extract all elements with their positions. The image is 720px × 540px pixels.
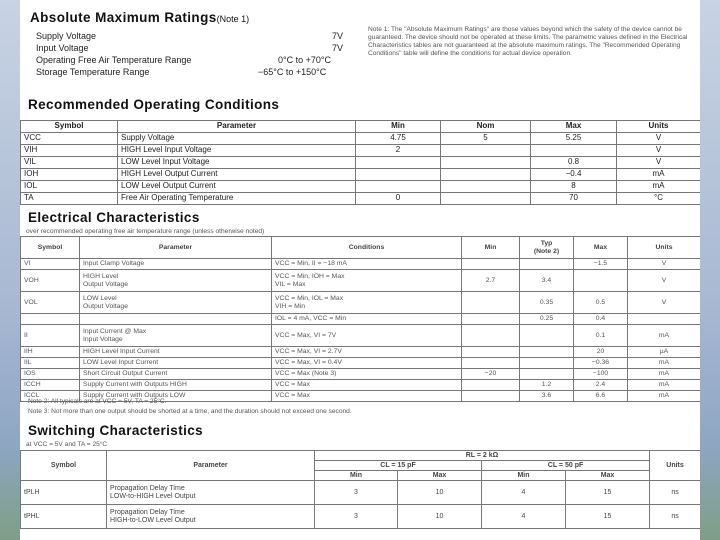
cell-param: LOW Level Input Current bbox=[80, 358, 272, 369]
col-header: Max bbox=[531, 121, 617, 133]
cell-param: LOW Level Output Current bbox=[118, 181, 356, 193]
table-row bbox=[21, 259, 701, 270]
cell-max: 10 bbox=[398, 481, 482, 505]
param-line: Output Voltage bbox=[83, 302, 128, 310]
typ-note: (Note 2) bbox=[533, 247, 560, 255]
cell-units: ns bbox=[650, 481, 700, 505]
cell-symbol: IOL bbox=[21, 181, 118, 193]
switching-table bbox=[20, 450, 700, 529]
cell-min bbox=[462, 347, 520, 358]
table-row bbox=[21, 369, 701, 380]
cell-param: HIGH Level Input Current bbox=[80, 347, 272, 358]
col-header: Min bbox=[356, 121, 441, 133]
col-header: Symbol bbox=[21, 451, 107, 481]
cell-units: mA bbox=[617, 181, 701, 193]
cell-max: 15 bbox=[566, 481, 650, 505]
note-2: Note 2: All typicals are at VCC = 5V, TA = 25°C. bbox=[28, 398, 167, 405]
table-row bbox=[21, 157, 701, 169]
cell-param: LOW Level Input Voltage bbox=[118, 157, 356, 169]
cell-param bbox=[107, 505, 315, 529]
cell-symbol: ICCH bbox=[21, 380, 80, 391]
cell-min: 4 bbox=[482, 505, 566, 529]
col-header: Units bbox=[650, 451, 700, 481]
cell-symbol: II bbox=[21, 325, 80, 347]
cell-symbol: ICCL bbox=[21, 391, 80, 402]
cell-min: 0 bbox=[356, 193, 441, 205]
table-row bbox=[21, 181, 701, 193]
cell-nom bbox=[441, 181, 531, 193]
cell-symbol bbox=[21, 314, 80, 325]
col-header: Symbol bbox=[21, 237, 80, 259]
cell-symbol: VIH bbox=[21, 145, 118, 157]
cell-min bbox=[356, 157, 441, 169]
col-header: Parameter bbox=[118, 121, 356, 133]
cell-max: 2.4 bbox=[574, 380, 628, 391]
param-line: HIGH-to-LOW Level Output bbox=[110, 516, 196, 524]
cell-typ: 3.4 bbox=[520, 270, 574, 292]
cell-nom bbox=[441, 145, 531, 157]
abs-value: 7V bbox=[332, 31, 344, 41]
cell-symbol: VOL bbox=[21, 292, 80, 314]
cell-param: Free Air Operating Temperature bbox=[118, 193, 356, 205]
cell-min bbox=[462, 380, 520, 391]
cell-max: −100 bbox=[574, 369, 628, 380]
cell-max: 70 bbox=[531, 193, 617, 205]
col-header: Nom bbox=[441, 121, 531, 133]
cell-max: 15 bbox=[566, 505, 650, 529]
cell-param: HIGH Level Input Voltage bbox=[118, 145, 356, 157]
absolute-max-title: Absolute Maximum Ratings(Note 1) bbox=[30, 10, 250, 25]
abs-param: Supply Voltage bbox=[36, 31, 97, 41]
cell-max: 10 bbox=[398, 505, 482, 529]
table-row bbox=[21, 193, 701, 205]
param-line: LOW-to-HIGH Level Output bbox=[110, 492, 196, 500]
cell-units: ns bbox=[650, 505, 700, 529]
col-header: Max bbox=[574, 237, 628, 259]
cell-min bbox=[356, 169, 441, 181]
cell-units: mA bbox=[628, 369, 701, 380]
cell-units: V bbox=[617, 157, 701, 169]
cell-cond: VCC = Max bbox=[272, 380, 462, 391]
table-row bbox=[21, 314, 701, 325]
cond-line: VCC = Min, IOL = Max bbox=[275, 295, 344, 303]
cell-units: mA bbox=[628, 325, 701, 347]
cell-symbol: VIL bbox=[21, 157, 118, 169]
cell-typ bbox=[520, 325, 574, 347]
cell-min bbox=[462, 292, 520, 314]
recommended-table bbox=[20, 120, 700, 205]
cell-cond bbox=[272, 292, 462, 314]
col-header: Max bbox=[398, 471, 482, 481]
cell-min bbox=[462, 259, 520, 270]
typ-label: Typ bbox=[540, 240, 553, 248]
table-row bbox=[21, 145, 701, 157]
cell-min bbox=[462, 391, 520, 402]
table-header-row bbox=[21, 121, 701, 133]
cell-min: −20 bbox=[462, 369, 520, 380]
cell-max: −1.5 bbox=[574, 259, 628, 270]
cell-symbol: TA bbox=[21, 193, 118, 205]
cell-max: 5.25 bbox=[531, 133, 617, 145]
cell-typ bbox=[520, 259, 574, 270]
cell-units: µA bbox=[628, 347, 701, 358]
cell-param bbox=[80, 325, 272, 347]
col-header: Units bbox=[617, 121, 701, 133]
cell-max: 0.4 bbox=[574, 314, 628, 325]
cell-units bbox=[628, 314, 701, 325]
switching-title: Switching Characteristics bbox=[28, 423, 204, 438]
cell-param bbox=[80, 292, 272, 314]
cell-min bbox=[462, 358, 520, 369]
table-row bbox=[21, 481, 701, 505]
cl15-header: CL = 15 pF bbox=[315, 461, 482, 471]
table-row bbox=[21, 505, 701, 529]
cell-param: Input Clamp Voltage bbox=[80, 259, 272, 270]
cell-typ bbox=[520, 347, 574, 358]
table-row bbox=[21, 270, 701, 292]
cell-typ bbox=[520, 358, 574, 369]
note-3: Note 3: Not more than one output should be shorted at a time, and the duration should not exceed one second. bbox=[28, 408, 352, 415]
cond-line: VIH = Min bbox=[275, 302, 306, 310]
cell-param bbox=[107, 481, 315, 505]
cell-units: V bbox=[628, 270, 701, 292]
cell-param bbox=[80, 314, 272, 325]
cell-symbol: tPLH bbox=[21, 481, 107, 505]
cell-param: Supply Voltage bbox=[118, 133, 356, 145]
cell-param bbox=[80, 270, 272, 292]
cell-nom: 5 bbox=[441, 133, 531, 145]
cell-param: HIGH Level Output Current bbox=[118, 169, 356, 181]
recommended-title: Recommended Operating Conditions bbox=[28, 97, 280, 112]
cell-min: 4 bbox=[482, 481, 566, 505]
absolute-note: Note 1: The "Absolute Maximum Ratings" are those values beyond which the safety of the device cannot be guaranteed. The device should not be operated at these limits. The parametric values defined in the Electrical Characteristics tables are not guaranteed at the absolute maximum ratings. The "Recommended Operating Conditions" table will define the conditions for actual device operation. bbox=[368, 26, 688, 57]
table-row bbox=[21, 347, 701, 358]
cell-cond: VCC = Max, VI = 0.4V bbox=[272, 358, 462, 369]
cell-symbol: VI bbox=[21, 259, 80, 270]
cell-typ: 0.25 bbox=[520, 314, 574, 325]
cell-cond: VCC = Min, II = −18 mA bbox=[272, 259, 462, 270]
cell-max: 0.5 bbox=[574, 292, 628, 314]
col-header: Conditions bbox=[272, 237, 462, 259]
table-row bbox=[21, 380, 701, 391]
table-row bbox=[21, 325, 701, 347]
cell-units: mA bbox=[628, 358, 701, 369]
cell-symbol: IIL bbox=[21, 358, 80, 369]
param-line: LOW Level bbox=[83, 295, 117, 303]
abs-value: −65°C to +150°C bbox=[258, 67, 327, 77]
cell-nom bbox=[441, 193, 531, 205]
col-header: Min bbox=[462, 237, 520, 259]
cell-max: 0.8 bbox=[531, 157, 617, 169]
cell-max: 8 bbox=[531, 181, 617, 193]
cond-line: VCC = Min, IOH = Max bbox=[275, 273, 345, 281]
table-header-row bbox=[21, 237, 701, 259]
note-ref: (Note 1) bbox=[216, 14, 250, 24]
cell-symbol: VOH bbox=[21, 270, 80, 292]
abs-value: 0°C to +70°C bbox=[278, 55, 331, 65]
datasheet-page bbox=[20, 0, 700, 540]
cell-symbol: IOS bbox=[21, 369, 80, 380]
cell-units: V bbox=[628, 259, 701, 270]
electrical-title: Electrical Characteristics bbox=[28, 210, 200, 225]
cl50-header: CL = 50 pF bbox=[482, 461, 650, 471]
cond-line: VIL = Max bbox=[275, 280, 306, 288]
cell-param: Short Circuit Output Current bbox=[80, 369, 272, 380]
cell-min: 3 bbox=[315, 505, 398, 529]
cell-symbol: VCC bbox=[21, 133, 118, 145]
cell-min: 2 bbox=[356, 145, 441, 157]
abs-param: Storage Temperature Range bbox=[36, 67, 150, 77]
cell-cond: IOL = 4 mA, VCC = Min bbox=[272, 314, 462, 325]
table-row bbox=[21, 292, 701, 314]
switching-subtitle: at VCC = 5V and TA = 25°C bbox=[26, 441, 108, 448]
cell-min bbox=[462, 314, 520, 325]
col-header: Symbol bbox=[21, 121, 118, 133]
param-line: Propagation Delay Time bbox=[110, 509, 185, 517]
cell-cond: VCC = Max bbox=[272, 391, 462, 402]
cell-nom bbox=[441, 169, 531, 181]
cell-typ: 0.35 bbox=[520, 292, 574, 314]
cell-units: mA bbox=[628, 380, 701, 391]
electrical-table bbox=[20, 236, 700, 402]
cell-units: mA bbox=[628, 391, 701, 402]
table-row bbox=[21, 358, 701, 369]
col-header: Max bbox=[566, 471, 650, 481]
abs-value: 7V bbox=[332, 43, 344, 53]
cell-symbol: IOH bbox=[21, 169, 118, 181]
cell-min: 2.7 bbox=[462, 270, 520, 292]
param-line: Input Voltage bbox=[83, 335, 123, 343]
cell-typ: 1.2 bbox=[520, 380, 574, 391]
col-header: Parameter bbox=[107, 451, 315, 481]
cell-nom bbox=[441, 157, 531, 169]
param-line: Propagation Delay Time bbox=[110, 485, 185, 493]
cell-units: mA bbox=[617, 169, 701, 181]
cell-max: 20 bbox=[574, 347, 628, 358]
col-header: Units bbox=[628, 237, 701, 259]
cell-max bbox=[531, 145, 617, 157]
param-line: HIGH Level bbox=[83, 273, 119, 281]
table-row bbox=[21, 133, 701, 145]
cell-typ bbox=[520, 369, 574, 380]
cell-max: −0.36 bbox=[574, 358, 628, 369]
col-header: Parameter bbox=[80, 237, 272, 259]
table-row bbox=[21, 169, 701, 181]
cell-units: V bbox=[617, 145, 701, 157]
cell-cond: VCC = Max, VI = 7V bbox=[272, 325, 462, 347]
cell-cond: VCC = Max, VI = 2.7V bbox=[272, 347, 462, 358]
cell-symbol: IIH bbox=[21, 347, 80, 358]
cell-min bbox=[462, 325, 520, 347]
cell-cond: VCC = Max (Note 3) bbox=[272, 369, 462, 380]
cell-min: 4.75 bbox=[356, 133, 441, 145]
cell-max: −0.4 bbox=[531, 169, 617, 181]
cell-symbol: tPHL bbox=[21, 505, 107, 529]
cell-min: 3 bbox=[315, 481, 398, 505]
abs-param: Input Voltage bbox=[36, 43, 89, 53]
cell-param: Supply Current with Outputs HIGH bbox=[80, 380, 272, 391]
param-line: Input Current @ Max bbox=[83, 328, 147, 336]
abs-param: Operating Free Air Temperature Range bbox=[36, 55, 192, 65]
cell-max: 0.1 bbox=[574, 325, 628, 347]
cell-typ: 3.6 bbox=[520, 391, 574, 402]
rl-header: RL = 2 kΩ bbox=[315, 451, 650, 461]
table-header-row bbox=[21, 451, 701, 461]
electrical-subtitle: over recommended operating free air temperature range (unless otherwise noted) bbox=[26, 228, 265, 235]
cell-units: V bbox=[617, 133, 701, 145]
cell-min bbox=[356, 181, 441, 193]
cell-param: Supply Current with Outputs LOW bbox=[80, 391, 272, 402]
cell-max: 6.6 bbox=[574, 391, 628, 402]
param-line: Output Voltage bbox=[83, 280, 128, 288]
cell-units: V bbox=[628, 292, 701, 314]
col-header: Min bbox=[315, 471, 398, 481]
cell-max bbox=[574, 270, 628, 292]
cell-cond bbox=[272, 270, 462, 292]
cell-units: °C bbox=[617, 193, 701, 205]
col-header: Min bbox=[482, 471, 566, 481]
col-header bbox=[520, 237, 574, 259]
